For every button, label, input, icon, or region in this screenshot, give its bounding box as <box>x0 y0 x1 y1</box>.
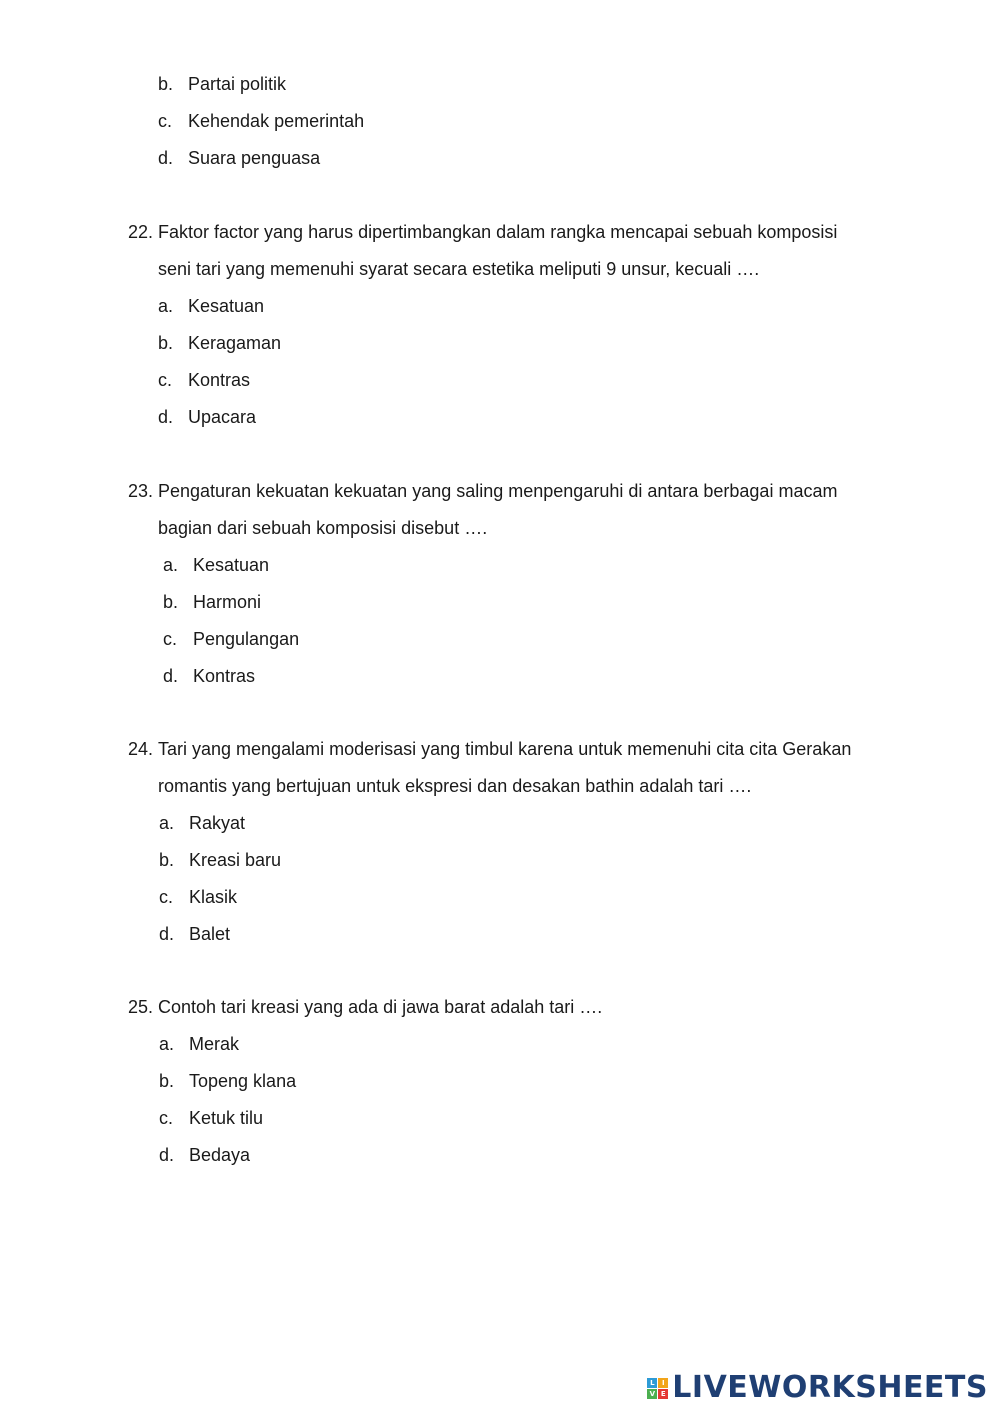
question-number: 24. <box>128 739 154 759</box>
option-text: Pengulangan <box>193 629 300 649</box>
option-letter: b. <box>159 1071 175 1091</box>
question-text-line-1: Tari yang mengalami moderisasi yang timbul karena untuk memenuhi cita cita Gerakan <box>158 739 852 759</box>
option-c <box>159 1107 263 1129</box>
question-text-line-2: romantis yang bertujuan untuk ekspresi dan desakan bathin adalah tari …. <box>158 776 752 796</box>
option-letter: d. <box>159 924 175 944</box>
question-23 <box>128 480 837 502</box>
option-text: Bedaya <box>189 1145 251 1165</box>
option-letter: b. <box>158 333 174 353</box>
option-letter: b. <box>158 74 174 94</box>
option-text: Partai politik <box>188 74 287 94</box>
option-letter: c. <box>158 111 173 131</box>
option-text: Rakyat <box>189 813 246 833</box>
logo-mark-cell: V <box>647 1389 657 1399</box>
option-c <box>158 110 364 132</box>
option-text: Harmoni <box>193 592 262 612</box>
option-text: Kreasi baru <box>189 850 282 870</box>
option-letter: c. <box>159 1108 174 1128</box>
option-text: Kesatuan <box>188 296 265 316</box>
question-text-line-1: Faktor factor yang harus dipertimbangkan dalam rangka mencapai sebuah komposisi <box>158 222 838 242</box>
option-text: Suara penguasa <box>188 148 321 168</box>
option-text: Keragaman <box>188 333 282 353</box>
option-letter: d. <box>158 148 174 168</box>
option-text: Kehendak pemerintah <box>188 111 365 131</box>
option-b <box>159 1070 296 1092</box>
option-text: Kontras <box>188 370 251 390</box>
question-number: 25. <box>128 997 154 1017</box>
option-text: Balet <box>189 924 231 944</box>
option-b <box>159 849 281 871</box>
option-c <box>158 369 250 391</box>
option-letter: c. <box>159 887 174 907</box>
option-text: Kesatuan <box>193 555 270 575</box>
option-letter: c. <box>158 370 173 390</box>
question-text-line-1: Contoh tari kreasi yang ada di jawa barat adalah tari …. <box>158 997 603 1017</box>
option-letter: a. <box>159 1034 175 1054</box>
liveworksheets-logo <box>647 1372 988 1404</box>
option-letter: d. <box>163 666 179 686</box>
option-b <box>163 591 261 613</box>
option-d <box>159 1144 250 1166</box>
liveworksheets-mark-icon <box>647 1378 668 1399</box>
logo-mark-cell: E <box>658 1389 668 1399</box>
option-text: Upacara <box>188 407 257 427</box>
option-text: Klasik <box>189 887 238 907</box>
option-a <box>159 1033 239 1055</box>
option-a <box>158 295 264 317</box>
option-letter: a. <box>158 296 174 316</box>
option-letter: d. <box>159 1145 175 1165</box>
option-d <box>163 665 255 687</box>
option-a <box>163 554 269 576</box>
option-text: Merak <box>189 1034 240 1054</box>
question-22 <box>128 221 837 243</box>
option-letter: b. <box>163 592 179 612</box>
option-letter: d. <box>158 407 174 427</box>
logo-mark-cell: L <box>647 1378 657 1388</box>
option-c <box>163 628 299 650</box>
option-a <box>159 812 245 834</box>
option-c <box>159 886 237 908</box>
option-d <box>158 147 320 169</box>
question-text-line-1: Pengaturan kekuatan kekuatan yang saling menpengaruhi di antara berbagai macam <box>158 481 838 501</box>
question-text-line-2: seni tari yang memenuhi syarat secara estetika meliputi 9 unsur, kecuali …. <box>158 259 760 279</box>
option-b <box>158 332 281 354</box>
option-letter: c. <box>163 629 178 649</box>
option-letter: a. <box>159 813 175 833</box>
question-25 <box>128 996 602 1018</box>
question-number: 22. <box>128 222 154 242</box>
option-text: Kontras <box>193 666 256 686</box>
question-24 <box>128 738 851 760</box>
option-d <box>159 923 230 945</box>
option-text: Ketuk tilu <box>189 1108 264 1128</box>
question-text-line-2: bagian dari sebuah komposisi disebut …. <box>158 518 488 538</box>
option-d <box>158 406 256 428</box>
logo-text: LIVEWORKSHEETS <box>672 1370 988 1405</box>
option-b <box>158 73 286 95</box>
option-text: Topeng klana <box>189 1071 297 1091</box>
logo-mark-cell: I <box>658 1378 668 1388</box>
option-letter: a. <box>163 555 179 575</box>
question-number: 23. <box>128 481 154 501</box>
option-letter: b. <box>159 850 175 870</box>
